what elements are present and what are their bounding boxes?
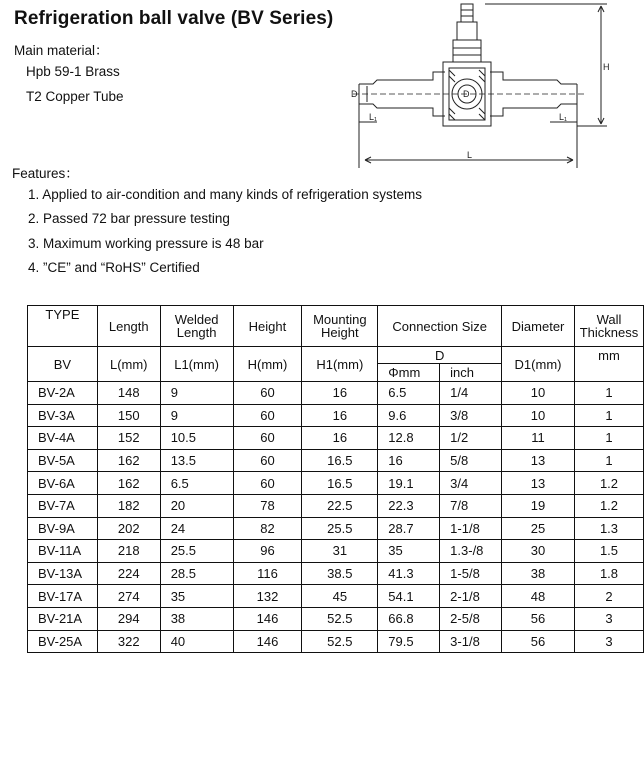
table-cell: 1 [574, 427, 643, 450]
dim-label-h: H [603, 62, 610, 72]
dim-label-l: L [467, 150, 473, 160]
table-cell: 38 [160, 607, 233, 630]
table-cell: 25.5 [160, 540, 233, 563]
table-cell: 3-1/8 [440, 630, 502, 653]
table-row [28, 494, 644, 517]
unit-mm: Φmm [378, 364, 440, 382]
table-cell: 322 [97, 630, 160, 653]
subheader-diameter: D1(mm) [502, 347, 575, 382]
table-cell: 1 [574, 404, 643, 427]
table-cell: 60 [233, 382, 302, 405]
table-cell: 1 [574, 382, 643, 405]
table-cell: 60 [233, 449, 302, 472]
features-label: Features： [12, 166, 79, 181]
table-cell: 25.5 [302, 517, 378, 540]
table-cell: BV-2A [28, 382, 98, 405]
table-cell: 16.5 [302, 472, 378, 495]
table-cell: BV-17A [28, 585, 98, 608]
table-cell: 3/8 [440, 404, 502, 427]
table-cell: 1.2 [574, 472, 643, 495]
feature-item: 2. Passed 72 bar pressure testing [28, 211, 230, 226]
table-cell: BV-9A [28, 517, 98, 540]
table-cell: 10.5 [160, 427, 233, 450]
table-cell: 20 [160, 494, 233, 517]
header-length: Length [97, 306, 160, 347]
table-cell: 19 [502, 494, 575, 517]
table-cell: 60 [233, 472, 302, 495]
table-cell: 132 [233, 585, 302, 608]
table-cell: 35 [378, 540, 440, 563]
table-cell: 294 [97, 607, 160, 630]
table-cell: 52.5 [302, 607, 378, 630]
table-cell: 9 [160, 382, 233, 405]
header-type: TYPE [28, 306, 98, 347]
table-cell: 31 [302, 540, 378, 563]
table-cell: 60 [233, 404, 302, 427]
header-height: Height [233, 306, 302, 347]
table-cell: 66.8 [378, 607, 440, 630]
table-cell: 25 [502, 517, 575, 540]
subheader-wall: mm [574, 347, 643, 382]
table-cell: 202 [97, 517, 160, 540]
table-cell: 24 [160, 517, 233, 540]
subheader-welded: L1(mm) [160, 347, 233, 382]
table-cell: 52.5 [302, 630, 378, 653]
table-cell: 7/8 [440, 494, 502, 517]
table-row [28, 562, 644, 585]
table-cell: 182 [97, 494, 160, 517]
table-cell: 148 [97, 382, 160, 405]
table-cell: 16 [302, 382, 378, 405]
table-cell: 1.5 [574, 540, 643, 563]
dim-label-d: D [351, 89, 358, 99]
table-cell: 162 [97, 449, 160, 472]
table-cell: BV-4A [28, 427, 98, 450]
table-cell: 22.3 [378, 494, 440, 517]
table-cell: 1 [574, 449, 643, 472]
table-cell: 274 [97, 585, 160, 608]
table-cell: 1.3 [574, 517, 643, 540]
feature-item: 1. Applied to air-condition and many kinds of refrigeration systems [28, 187, 422, 202]
header-wall: Wall Thickness [574, 306, 643, 347]
table-cell: 16 [302, 404, 378, 427]
table-cell: 2-1/8 [440, 585, 502, 608]
header-connection: Connection Size [378, 306, 502, 347]
material-label: Main material： [14, 43, 109, 58]
material-item: T2 Copper Tube [26, 89, 124, 104]
table-cell: 1-1/8 [440, 517, 502, 540]
table-cell: BV-25A [28, 630, 98, 653]
header-diameter: Diameter [502, 306, 575, 347]
feature-item: 3. Maximum working pressure is 48 bar [28, 236, 264, 251]
table-cell: 28.7 [378, 517, 440, 540]
table-cell: BV-6A [28, 472, 98, 495]
table-row [28, 382, 644, 405]
dim-label-l1-left: L₁ [369, 112, 378, 122]
table-cell: 6.5 [160, 472, 233, 495]
subheader-type: BV [28, 347, 98, 382]
table-cell: 79.5 [378, 630, 440, 653]
table-row [28, 585, 644, 608]
table-cell: 146 [233, 607, 302, 630]
table-cell: 78 [233, 494, 302, 517]
table-cell: 2-5/8 [440, 607, 502, 630]
table-cell: 1.2 [574, 494, 643, 517]
table-cell: 56 [502, 630, 575, 653]
table-cell: 28.5 [160, 562, 233, 585]
table-cell: 16 [302, 427, 378, 450]
page-title: Refrigeration ball valve (BV Series) [14, 8, 334, 29]
subheader-height: H(mm) [233, 347, 302, 382]
table-cell: BV-11A [28, 540, 98, 563]
table-cell: 60 [233, 427, 302, 450]
table-cell: 1/2 [440, 427, 502, 450]
table-row [28, 607, 644, 630]
table-cell: BV-5A [28, 449, 98, 472]
material-item: Hpb 59-1 Brass [26, 64, 120, 79]
table-cell: 45 [302, 585, 378, 608]
valve-diagram [345, 0, 625, 172]
table-cell: 9.6 [378, 404, 440, 427]
subheader-mounting: H1(mm) [302, 347, 378, 382]
table-cell: 19.1 [378, 472, 440, 495]
table-row [28, 540, 644, 563]
table-cell: 152 [97, 427, 160, 450]
table-cell: 1.3-/8 [440, 540, 502, 563]
table-cell: 224 [97, 562, 160, 585]
table-cell: 48 [502, 585, 575, 608]
table-row [28, 427, 644, 450]
table-cell: BV-7A [28, 494, 98, 517]
table-cell: 11 [502, 427, 575, 450]
table-cell: 162 [97, 472, 160, 495]
table-cell: BV-3A [28, 404, 98, 427]
table-cell: BV-21A [28, 607, 98, 630]
header-mounting: Mounting Height [302, 306, 378, 347]
table-cell: 82 [233, 517, 302, 540]
table-cell: 38 [502, 562, 575, 585]
table-cell: 218 [97, 540, 160, 563]
table-cell: 3 [574, 607, 643, 630]
table-row [28, 517, 644, 540]
table-cell: 96 [233, 540, 302, 563]
table-row [28, 449, 644, 472]
table-header-row [28, 306, 644, 347]
spec-table [27, 305, 644, 653]
table-cell: 38.5 [302, 562, 378, 585]
table-cell: 56 [502, 607, 575, 630]
table-cell: 10 [502, 382, 575, 405]
table-cell: 2 [574, 585, 643, 608]
table-cell: 12.8 [378, 427, 440, 450]
table-cell: 41.3 [378, 562, 440, 585]
table-cell: 9 [160, 404, 233, 427]
table-cell: BV-13A [28, 562, 98, 585]
table-cell: 1.8 [574, 562, 643, 585]
table-row [28, 472, 644, 495]
table-cell: 16 [378, 449, 440, 472]
unit-inch: inch [440, 364, 502, 382]
table-cell: 146 [233, 630, 302, 653]
table-cell: 22.5 [302, 494, 378, 517]
table-cell: 13 [502, 449, 575, 472]
table-cell: 3 [574, 630, 643, 653]
feature-item: 4. ”CE” and “RoHS” Certified [28, 260, 200, 275]
table-cell: 10 [502, 404, 575, 427]
table-row [28, 404, 644, 427]
table-cell: 116 [233, 562, 302, 585]
table-cell: 150 [97, 404, 160, 427]
table-cell: 1/4 [440, 382, 502, 405]
subheader-length: L(mm) [97, 347, 160, 382]
subheader-connection: D [378, 347, 502, 364]
table-row [28, 630, 644, 653]
table-subheader-row [28, 347, 644, 364]
table-cell: 30 [502, 540, 575, 563]
table-cell: 16.5 [302, 449, 378, 472]
header-welded: Welded Length [160, 306, 233, 347]
table-cell: 13 [502, 472, 575, 495]
table-cell: 40 [160, 630, 233, 653]
table-cell: 5/8 [440, 449, 502, 472]
table-cell: 54.1 [378, 585, 440, 608]
table-cell: 6.5 [378, 382, 440, 405]
table-cell: 35 [160, 585, 233, 608]
table-cell: 13.5 [160, 449, 233, 472]
dim-label-l1-right: L₁ [559, 112, 568, 122]
table-cell: 1-5/8 [440, 562, 502, 585]
table-cell: 3/4 [440, 472, 502, 495]
dim-label-d1: D [463, 89, 470, 99]
